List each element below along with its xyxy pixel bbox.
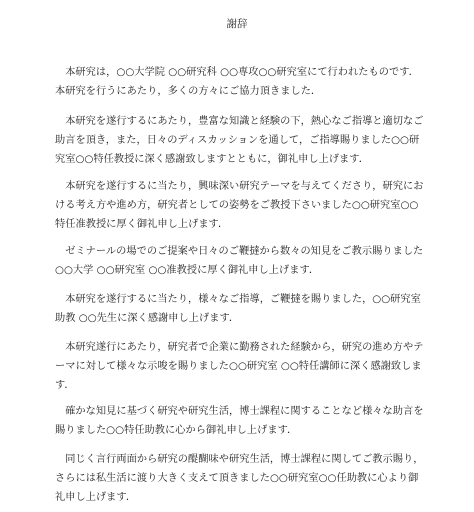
paragraph-7: 確かな知見に基づく研究や研究生活，博士課程に関することなど様々な助言を賜りました○○特任助教に心から御礼申し上げます． [55,406,424,436]
paragraph-2: 本研究を遂行するにあたり，豊富な知識と経験の下，熱心なご指導と適切なご助言を頂き，また，日々のディスカッションを通して，ご指導賜りました○○研究室○○特任教授に深く感謝致しますとともに，御礼申し上げます． [55,116,424,165]
paragraph-6: 本研究遂行にあたり，研究者で企業に勤務された経験から，研究の進め方やテーマに対して様々な示唆を賜りました○○研究室 ○○特任講師に深く感謝致します． [55,342,424,391]
paragraph-4: ゼミナールの場でのご提案や日々のご鞭撻から数々の知見をご教示賜りました○○大学 ○○研究室 ○○准教授に厚く御礼申し上げます． [55,246,424,276]
paragraph-3: 本研究を遂行するに当たり，興味深い研究テーマを与えてくださり，研究における考え方や進め方，研究者としての姿勢をご教授下さいました○○研究室○○特任准教授に厚く御礼申し上げます． [55,181,424,230]
paragraph-5: 本研究を遂行するに当たり，様々なご指導，ご鞭撻を賜りました，○○研究室助教 ○○先生に深く感謝申し上げます． [55,294,421,324]
document-title: 謝辞 [226,18,248,30]
paragraph-8: 同じく言行両面から研究の醍醐味や研究生活，博士課程に関してご教示賜り，さらには私生活に渡り大きく支えて頂きました○○研究室○○任助教に心より御礼申し上げます． [55,454,424,503]
paragraph-1: 本研究は，○○大学院 ○○研究科 ○○専攻○○研究室にて行われたものです．本研究を行うにあたり，多くの方々にご協力頂きました． [55,67,419,97]
